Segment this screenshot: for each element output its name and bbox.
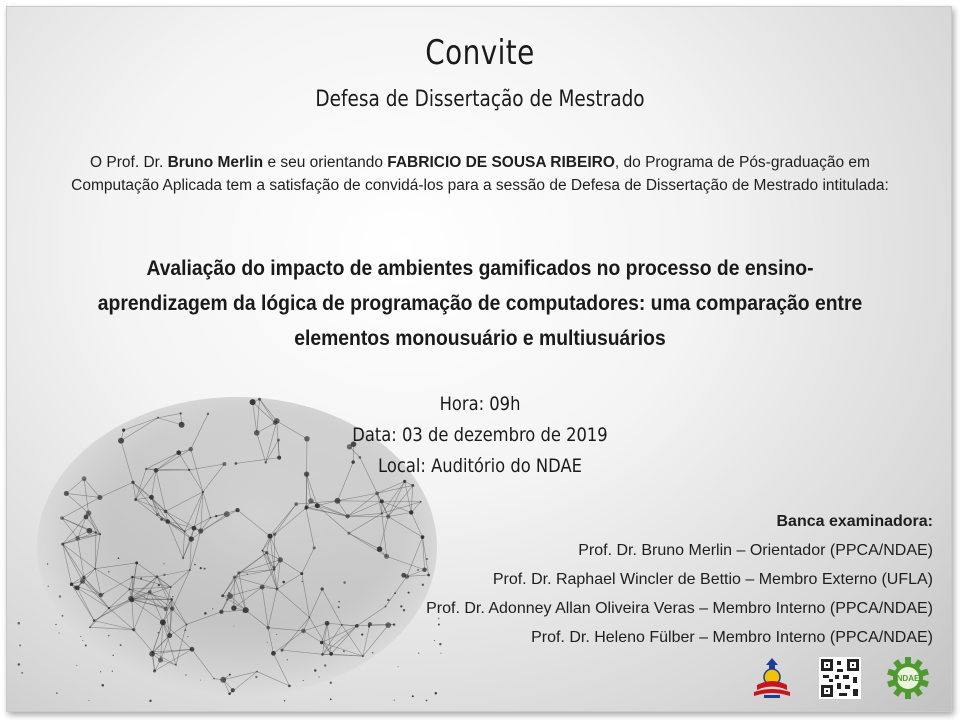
invite-intro-paragraph [47, 151, 913, 197]
institution-logos [749, 655, 931, 701]
advisor-name: Bruno Merlin [167, 154, 264, 171]
thesis-title: Avaliação do impacto de ambientes gamificados no processo de ensino-aprendizagem da lógica de programação de computadores: uma comparação entre elementos monousuário e multiusuários [97, 257, 863, 350]
qr-code-icon [817, 655, 863, 701]
event-info [288, 389, 672, 482]
board-member: Prof. Dr. Bruno Merlin – Orientador (PPCA/NDAE) [578, 542, 933, 559]
student-name: FABRICIO DE SOUSA RIBEIRO [387, 154, 615, 171]
invite-subtitle: Defesa de Dissertação de Mestrado [315, 87, 645, 112]
ndae-gear-logo [885, 655, 931, 701]
intro-text-3: , do Programa de Pós-graduação em Computação Aplicada tem a satisfação de convidá-los para a sessão de Defesa de Dissertação de Mestrado intitulada: [71, 154, 889, 194]
event-location: Local: Auditório do NDAE [378, 455, 582, 477]
board-member: Prof. Dr. Adonney Allan Oliveira Veras – Membro Interno (PPCA/NDAE) [426, 600, 933, 617]
board-member: Prof. Dr. Raphael Wincler de Bettio – Membro Externo (UFLA) [492, 571, 933, 588]
ufpa-crest-logo [749, 655, 795, 701]
examining-board [373, 507, 933, 652]
board-heading: Banca examinadora: [776, 513, 933, 530]
ndae-logo-text: NDAE [896, 674, 920, 683]
invitation-card [6, 6, 952, 712]
intro-text-2: e seu orientando [263, 154, 388, 171]
event-time: Hora: 09h [439, 393, 521, 415]
invite-title: Convite [425, 33, 535, 73]
intro-text-1: O Prof. Dr. [90, 154, 168, 171]
event-date: Data: 03 de dezembro de 2019 [352, 424, 608, 446]
board-member: Prof. Dr. Heleno Fülber – Membro Interno (PPCA/NDAE) [531, 629, 933, 646]
